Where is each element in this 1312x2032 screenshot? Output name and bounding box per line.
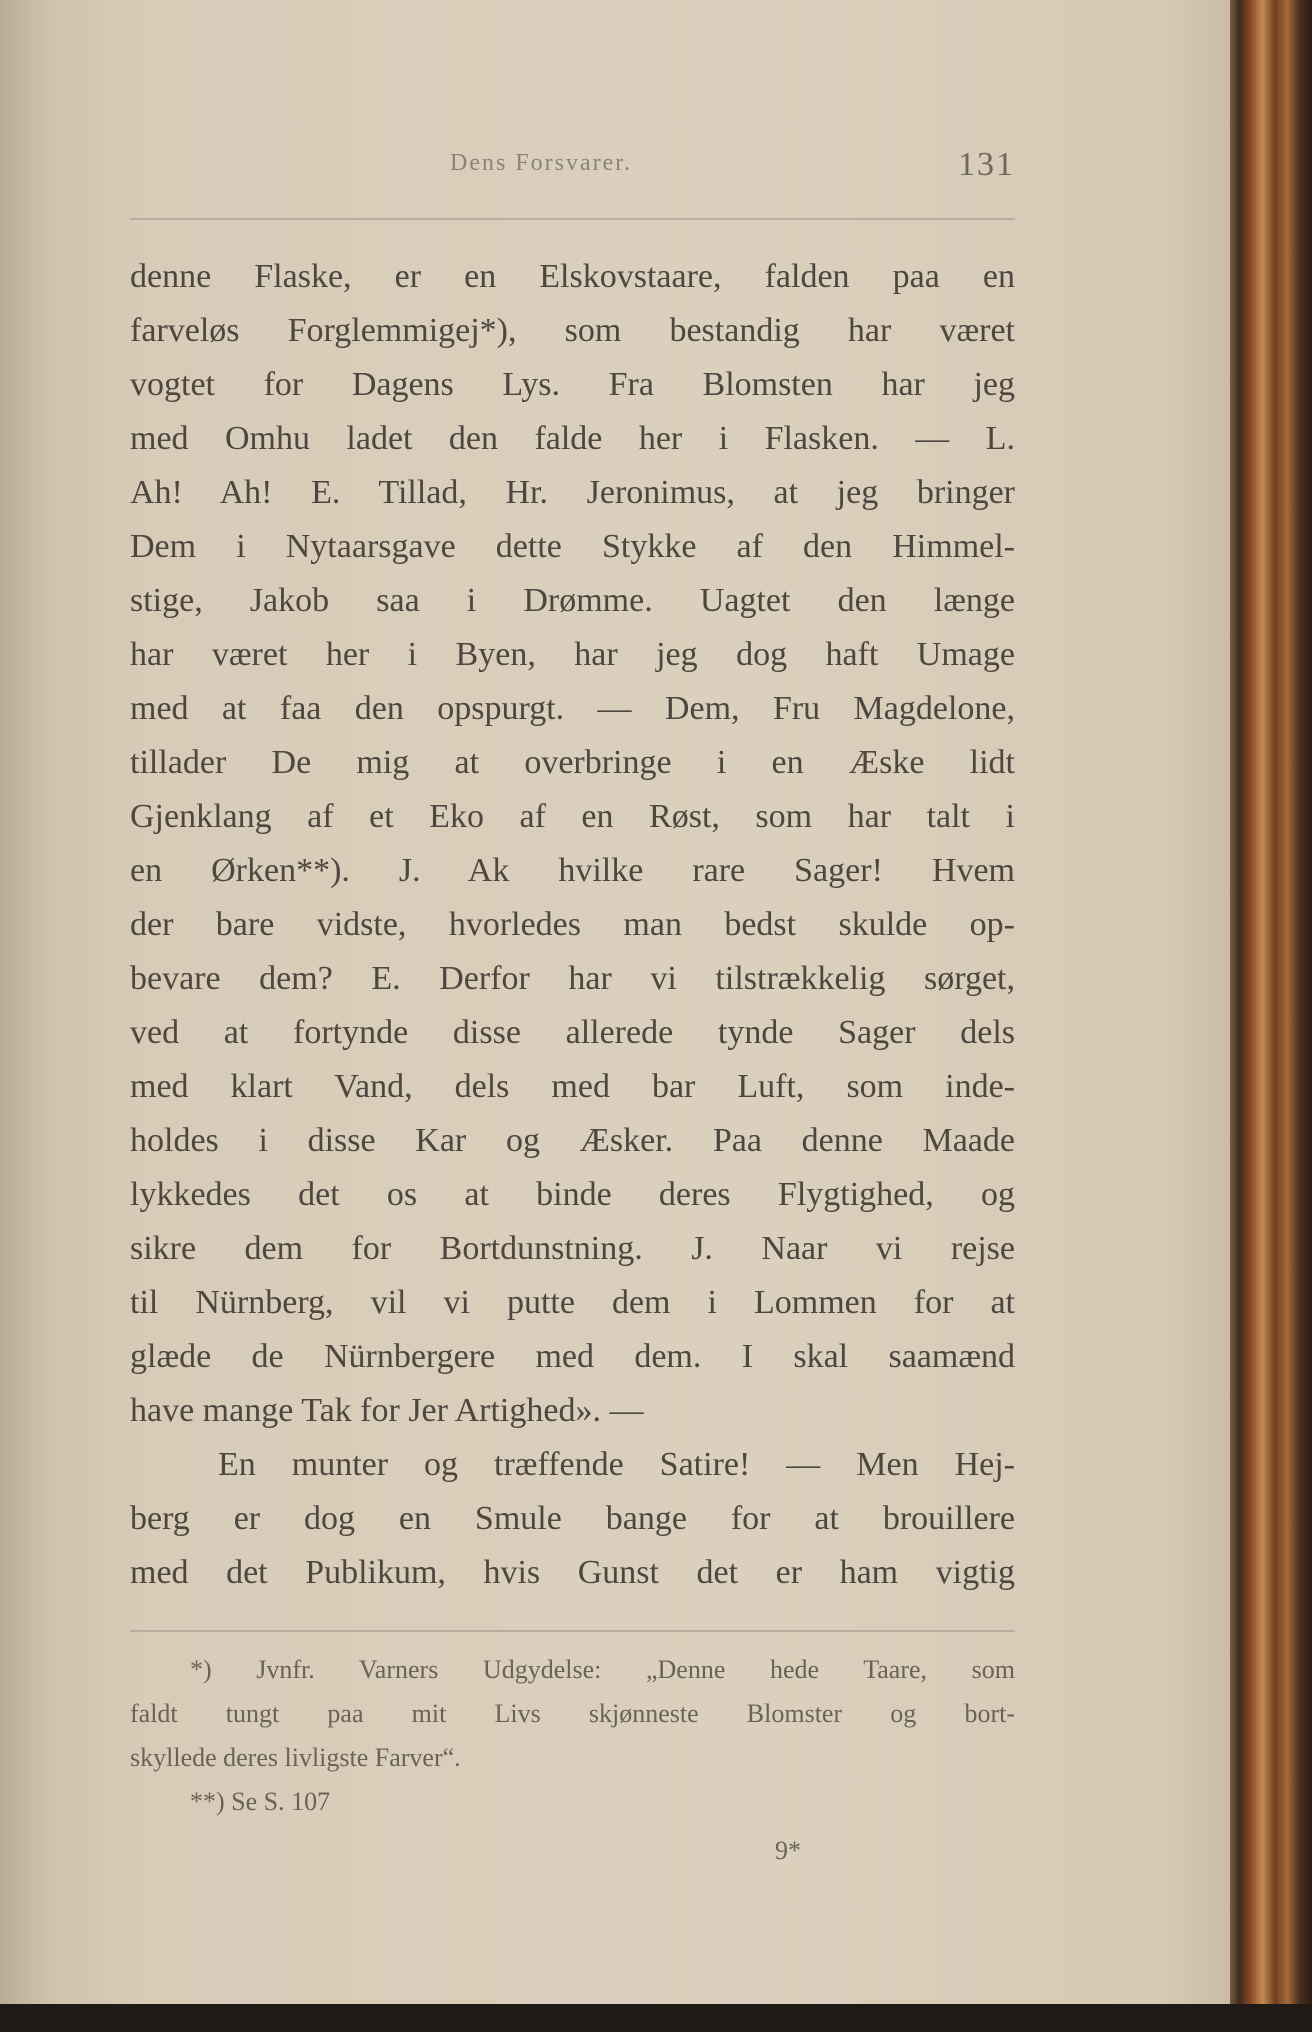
signature-mark: 9* bbox=[775, 1836, 801, 1865]
text-line: berg er dog en Smule bange for at brouillere bbox=[130, 1500, 1015, 1537]
text-line: glæde de Nürnbergere med dem. I skal saamænd bbox=[130, 1338, 1015, 1375]
book-spine-edge bbox=[1230, 0, 1312, 2004]
footnote-1-line: faldt tungt paa mit Livs skjønneste Blomster og bort- bbox=[130, 1699, 1015, 1728]
footnote-1-line: *) Jvnfr. Varners Udgydelse: „Denne hede Taare, som bbox=[190, 1655, 1015, 1684]
text-line: denne Flaske, er en Elskovstaare, falden paa en bbox=[130, 258, 1015, 295]
scan-bottom-edge bbox=[0, 2004, 1312, 2032]
text-line: tillader De mig at overbringe i en Æske lidt bbox=[130, 744, 1015, 781]
text-line: med klart Vand, dels med bar Luft, som inde- bbox=[130, 1068, 1015, 1105]
text-line: farveløs Forglemmigej*), som bestandig har været bbox=[130, 312, 1015, 349]
text-line: bevare dem? E. Derfor har vi tilstrækkelig sørget, bbox=[130, 960, 1015, 997]
body-text bbox=[130, 250, 1015, 1600]
footnote-rule bbox=[130, 1630, 1015, 1632]
header-rule bbox=[130, 218, 1015, 220]
text-line: sikre dem for Bortdunstning. J. Naar vi rejse bbox=[130, 1230, 1015, 1267]
page-number: 131 bbox=[958, 146, 1015, 183]
text-line: til Nürnberg, vil vi putte dem i Lommen for at bbox=[130, 1284, 1015, 1321]
text-line-paragraph-start: En munter og træffende Satire! — Men Hej- bbox=[218, 1446, 1015, 1483]
text-line: Gjenklang af et Eko af en Røst, som har talt i bbox=[130, 798, 1015, 835]
text-line: stige, Jakob saa i Drømme. Uagtet den længe bbox=[130, 582, 1015, 619]
text-line: med det Publikum, hvis Gunst det er ham vigtig bbox=[130, 1554, 1015, 1591]
text-line: ved at fortynde disse allerede tynde Sager dels bbox=[130, 1014, 1015, 1051]
footnote-2: **) Se S. 107 bbox=[190, 1787, 331, 1816]
text-line: Dem i Nytaarsgave dette Stykke af den Himmel- bbox=[130, 528, 1015, 565]
text-line: med at faa den opspurgt. — Dem, Fru Magdelone, bbox=[130, 690, 1015, 727]
text-line: lykkedes det os at binde deres Flygtighed, og bbox=[130, 1176, 1015, 1213]
text-line: en Ørken**). J. Ak hvilke rare Sager! Hvem bbox=[130, 852, 1015, 889]
footnote-1-line: skyllede deres livligste Farver“. bbox=[130, 1743, 461, 1772]
text-line: have mange Tak for Jer Artighed». — bbox=[130, 1392, 644, 1429]
page-header bbox=[130, 146, 1015, 190]
text-line: vogtet for Dagens Lys. Fra Blomsten har jeg bbox=[130, 366, 1015, 403]
text-line: der bare vidste, hvorledes man bedst skulde op- bbox=[130, 906, 1015, 943]
text-line: holdes i disse Kar og Æsker. Paa denne Maade bbox=[130, 1122, 1015, 1159]
text-line: har været her i Byen, har jeg dog haft Umage bbox=[130, 636, 1015, 673]
footnotes bbox=[130, 1648, 1015, 1824]
text-line: Ah! Ah! E. Tillad, Hr. Jeronimus, at jeg bringer bbox=[130, 474, 1015, 511]
running-title: Dens Forsvarer. bbox=[450, 150, 632, 176]
text-line: med Omhu ladet den falde her i Flasken. — L. bbox=[130, 420, 1015, 457]
